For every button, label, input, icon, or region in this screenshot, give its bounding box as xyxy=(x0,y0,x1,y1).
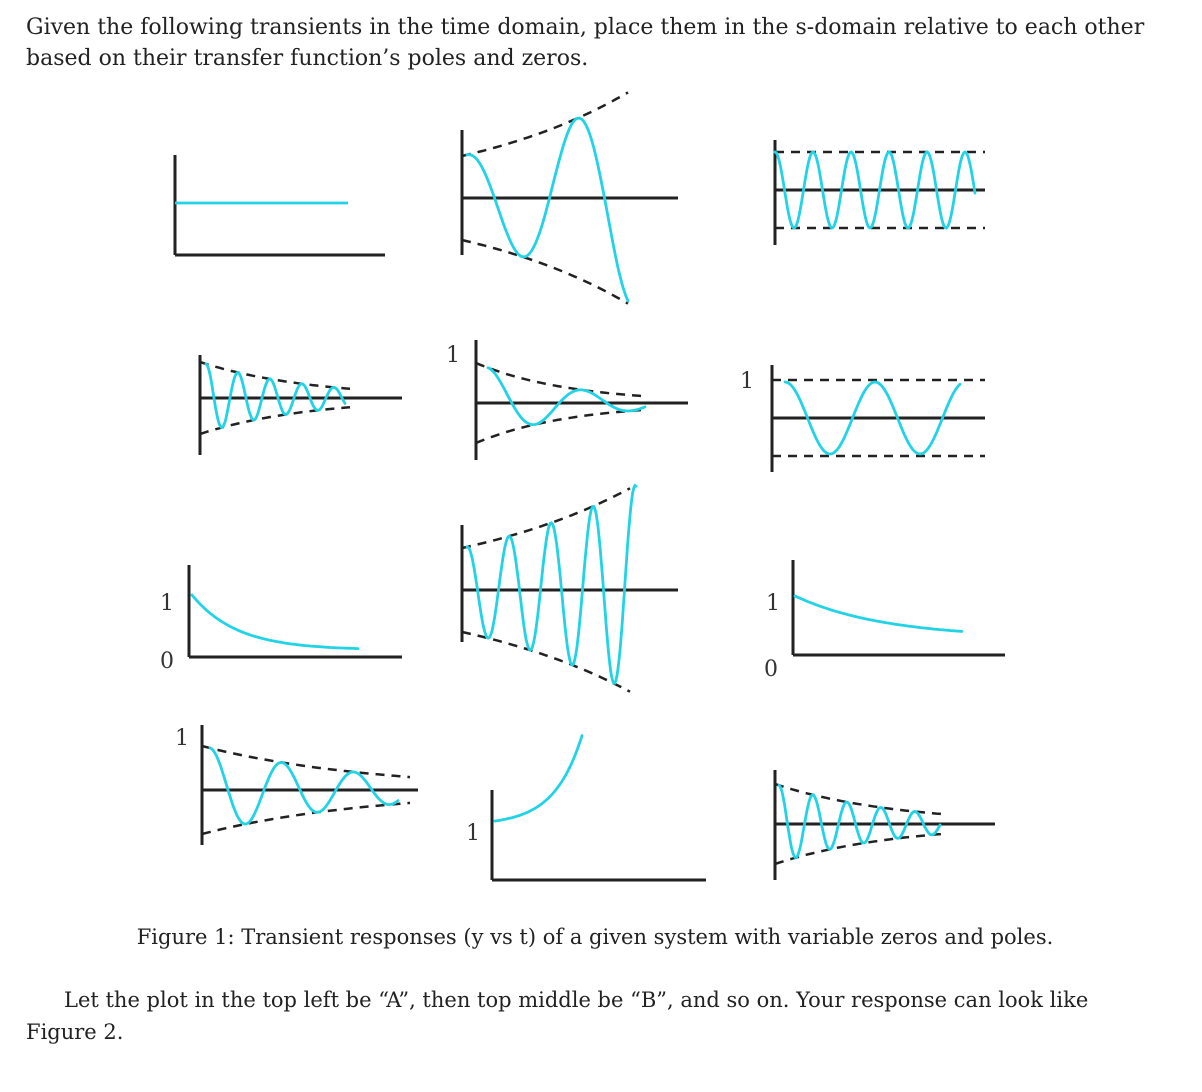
plot-F-axis-label-0: 1 xyxy=(740,369,754,394)
plot-I-response-curve xyxy=(795,596,962,631)
plot-J-axis-label-0: 1 xyxy=(175,726,189,751)
plot-B-response-curve xyxy=(467,118,628,301)
plot-E-envelope-lower xyxy=(476,410,648,444)
plot-E-axis-label-0: 1 xyxy=(446,343,460,368)
plot-L-envelope-upper xyxy=(775,784,945,814)
plot-I-axis-label-1: 0 xyxy=(764,657,778,682)
plot-K-response-curve xyxy=(495,736,582,821)
plot-H-envelope-lower xyxy=(462,632,630,692)
plot-B-envelope-lower xyxy=(462,240,628,304)
plot-G-axis-label-1: 0 xyxy=(160,649,174,674)
plot-I-axis-label-0: 1 xyxy=(766,591,780,616)
plot-D-response-curve xyxy=(206,364,345,428)
plot-B-envelope-upper xyxy=(462,92,628,156)
instruction-paragraph xyxy=(26,984,1166,1048)
plot-H-response-curve xyxy=(467,486,636,684)
plot-E-envelope-upper xyxy=(476,363,648,397)
plot-K-axis-label-0: 1 xyxy=(466,821,480,846)
instruction-line-1: Let the plot in the top left be “A”, then top middle be “B”, and so on. Your response can look like xyxy=(64,988,1089,1012)
plot-G-axis-label-0: 1 xyxy=(160,591,174,616)
plot-D-envelope-lower xyxy=(200,407,350,434)
plot-J-response-curve xyxy=(210,748,398,824)
plot-L-response-curve xyxy=(779,785,940,857)
instruction-line-2: Figure 2. xyxy=(26,1020,124,1044)
figure-caption: Figure 1: Transient responses (y vs t) of a given system with variable zeros and poles. xyxy=(136,925,1054,949)
plot-J-envelope-upper xyxy=(202,746,410,777)
plot-G-response-curve xyxy=(192,595,358,649)
intro-text: Given the following transients in the time domain, place them in the s-domain relative to each other based on their transfer function’s poles and zeros. xyxy=(26,15,1145,71)
